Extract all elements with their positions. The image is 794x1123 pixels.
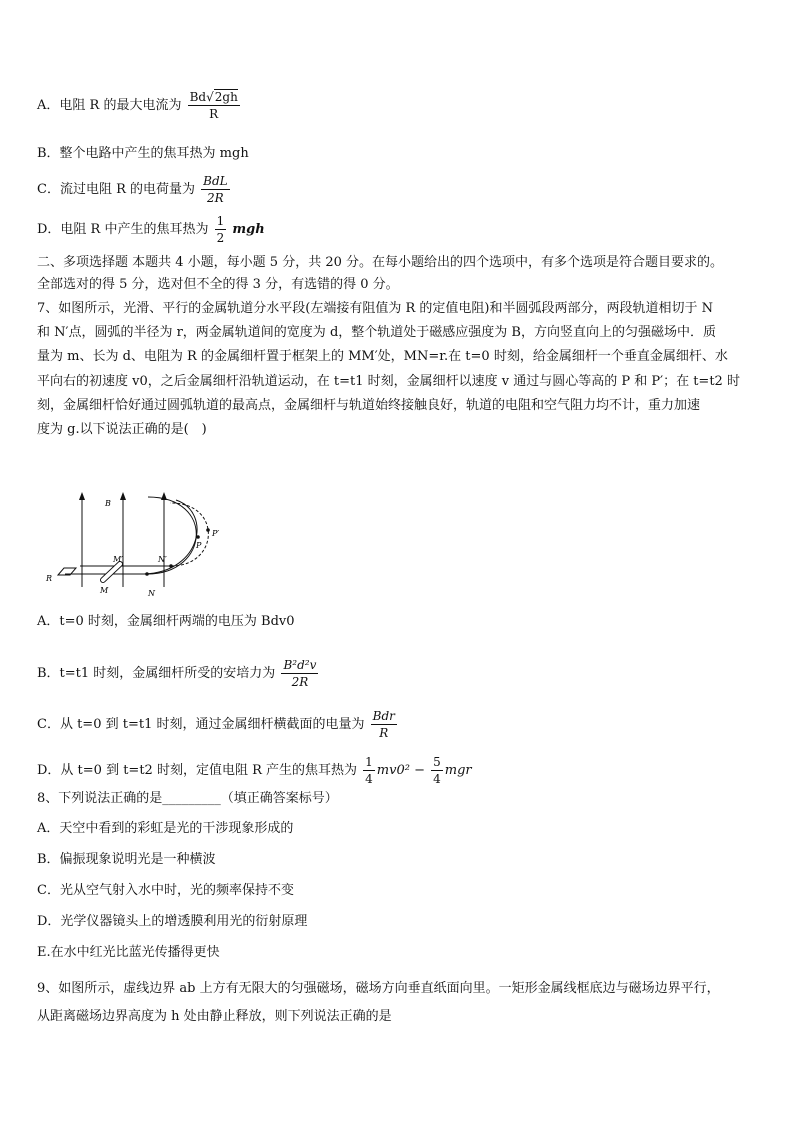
- label-p: P: [196, 541, 202, 550]
- q6-option-d: [37, 214, 265, 245]
- q6-c-den: 2R: [207, 191, 224, 205]
- q6-c-num: BdL: [203, 174, 228, 188]
- q7-b-den: 2R: [291, 675, 309, 689]
- q7-stem-line: 度为 g.以下说法正确的是( ): [37, 422, 207, 438]
- q6-option-c-fraction: [201, 174, 229, 205]
- q6-option-c-text: C．流过电阻 R 的电荷量为: [37, 182, 195, 197]
- q7-stem-line: 刻，金属细杆恰好通过圆弧轨道的最高点，金属细杆与轨道始终接触良好，轨道的电阻和空气阻力均不计，重力加速: [37, 397, 701, 413]
- arc-upper: [170, 503, 208, 566]
- q7-d-after: mgr: [444, 763, 472, 778]
- q6-option-d-fraction: [215, 214, 227, 245]
- arc-inner: [144, 500, 197, 574]
- q7-stem-line: 平向右的初速度 v0，之后金属细杆沿轨道运动，在 t=t1 时刻，金属细杆以速度 v 通过与圆心等高的 P 和 P′；在 t=t2 时: [37, 373, 740, 389]
- q8-option-e: E.在水中红光比蓝光传播得更快: [37, 945, 220, 960]
- q8-option-c: C．光从空气射入水中时，光的频率保持不变: [37, 883, 294, 898]
- q6-d-after: mgh: [232, 222, 265, 237]
- q6-option-a-fraction: $\frac{Bd√2gh}{R}$: [189, 90, 238, 121]
- q7-option-a: A．t=0 时刻，金属细杆两端的电压为 Bdv0: [37, 614, 295, 629]
- q6-option-b: B．整个电路中产生的焦耳热为 mgh: [37, 146, 249, 161]
- label-n: N: [148, 589, 155, 598]
- label-n-prime: N′: [158, 555, 167, 564]
- q7-b-num: B²d²v: [283, 658, 317, 672]
- q7-stem-line: 和 N′点，圆弧的半径为 r，两金属轨道间的宽度为 d，整个轨道处于磁感应强度为 B，方向竖直向上的匀强磁场中．质: [37, 325, 716, 341]
- q7-option-c: [37, 709, 399, 740]
- q7-d-f1-den: 4: [365, 772, 373, 786]
- q9-stem-line: 从距离磁场边界高度为 h 处由静止释放，则下列说法正确的是: [37, 1009, 392, 1024]
- q9-stem: [37, 975, 759, 1031]
- q6-a-den: R: [209, 107, 219, 121]
- label-p-prime: P′: [212, 529, 220, 538]
- q7-option-c-text: C．从 t=0 到 t=t1 时刻，通过金属细杆横截面的电量为: [37, 717, 365, 732]
- q7-d-f2-den: 4: [433, 772, 441, 786]
- q7-c-den: R: [379, 726, 389, 740]
- q7-stem-line: 7、如图所示，光滑、平行的金属轨道分水平段(左端接有阻值为 R 的定值电阻)和半圆弧段两部分，两段轨道相切于 N: [37, 301, 713, 316]
- q7-figure: [40, 492, 250, 604]
- q7-d-f1-num: 1: [365, 755, 373, 769]
- q7-option-d: [37, 755, 472, 786]
- section-2-line-1: 二、多项选择题 本题共 4 小题，每小题 5 分，共 20 分。在每小题给出的四个选项中，有多个选项是符合题目要求的。: [37, 255, 724, 270]
- q8-option-b: B．偏振现象说明光是一种横波: [37, 852, 216, 867]
- q6-option-a: [37, 90, 242, 121]
- field-arrow: [79, 492, 85, 500]
- point-p-prime: [206, 528, 210, 532]
- q7-option-b-text: B．t=t1 时刻，金属细杆所受的安培力为: [37, 666, 276, 681]
- point-n: [145, 572, 149, 576]
- q6-option-d-text: D．电阻 R 中产生的焦耳热为: [37, 222, 209, 237]
- q7-d-f2-num: 5: [433, 755, 441, 769]
- q6-d-num: 1: [216, 214, 225, 228]
- q8-option-a: A．天空中看到的彩虹是光的干涉现象形成的: [37, 821, 294, 836]
- q8-stem: 8、下列说法正确的是_________（填正确答案标号）: [37, 791, 338, 806]
- q6-a-sqrt: 2gh: [214, 90, 238, 104]
- point-n-prime: [169, 564, 173, 568]
- q7-option-d-fraction-2: [431, 755, 443, 786]
- q7-option-d-text: D．从 t=0 到 t=t2 时刻，定值电阻 R 产生的焦耳热为: [37, 763, 358, 778]
- section-2-instructions: [37, 251, 759, 297]
- q7-option-d-fraction-1: [363, 755, 375, 786]
- q8-option-d: D．光学仪器镜头上的增透膜利用光的衍射原理: [37, 914, 308, 929]
- q7-c-num: Bdr: [372, 709, 395, 723]
- q7-stem: [37, 297, 759, 442]
- q6-option-a-text: A．电阻 R 的最大电流为: [37, 98, 182, 113]
- q7-d-mid: mv0² −: [376, 763, 425, 778]
- q9-stem-line: 9、如图所示，虚线边界 ab 上方有无限大的匀强磁场，磁场方向垂直纸面向里。一矩形金属线框底边与磁场边界平行，: [37, 981, 720, 996]
- label-b: B: [105, 499, 111, 508]
- q6-a-num: Bd: [189, 90, 207, 104]
- label-r: R: [46, 574, 53, 583]
- section-2-line-2: 全部选对的得 5 分，选对但不全的得 3 分，有选错的得 0 分。: [37, 276, 399, 292]
- q7-option-b: [37, 658, 320, 689]
- field-arrow: [120, 492, 126, 500]
- label-m: M: [100, 586, 109, 595]
- label-m-prime: M′: [113, 555, 124, 564]
- point-p: [196, 535, 200, 539]
- q7-option-b-fraction: [281, 658, 318, 689]
- q6-option-c: [37, 174, 232, 205]
- q7-stem-line: 量为 m、长为 d、电阻为 R 的金属细杆置于框架上的 MM′处，MN=r.在 t=0 时刻，给金属细杆一个垂直金属细杆、水: [37, 349, 728, 365]
- q7-option-c-fraction: [371, 709, 397, 740]
- q6-d-den: 2: [216, 231, 225, 245]
